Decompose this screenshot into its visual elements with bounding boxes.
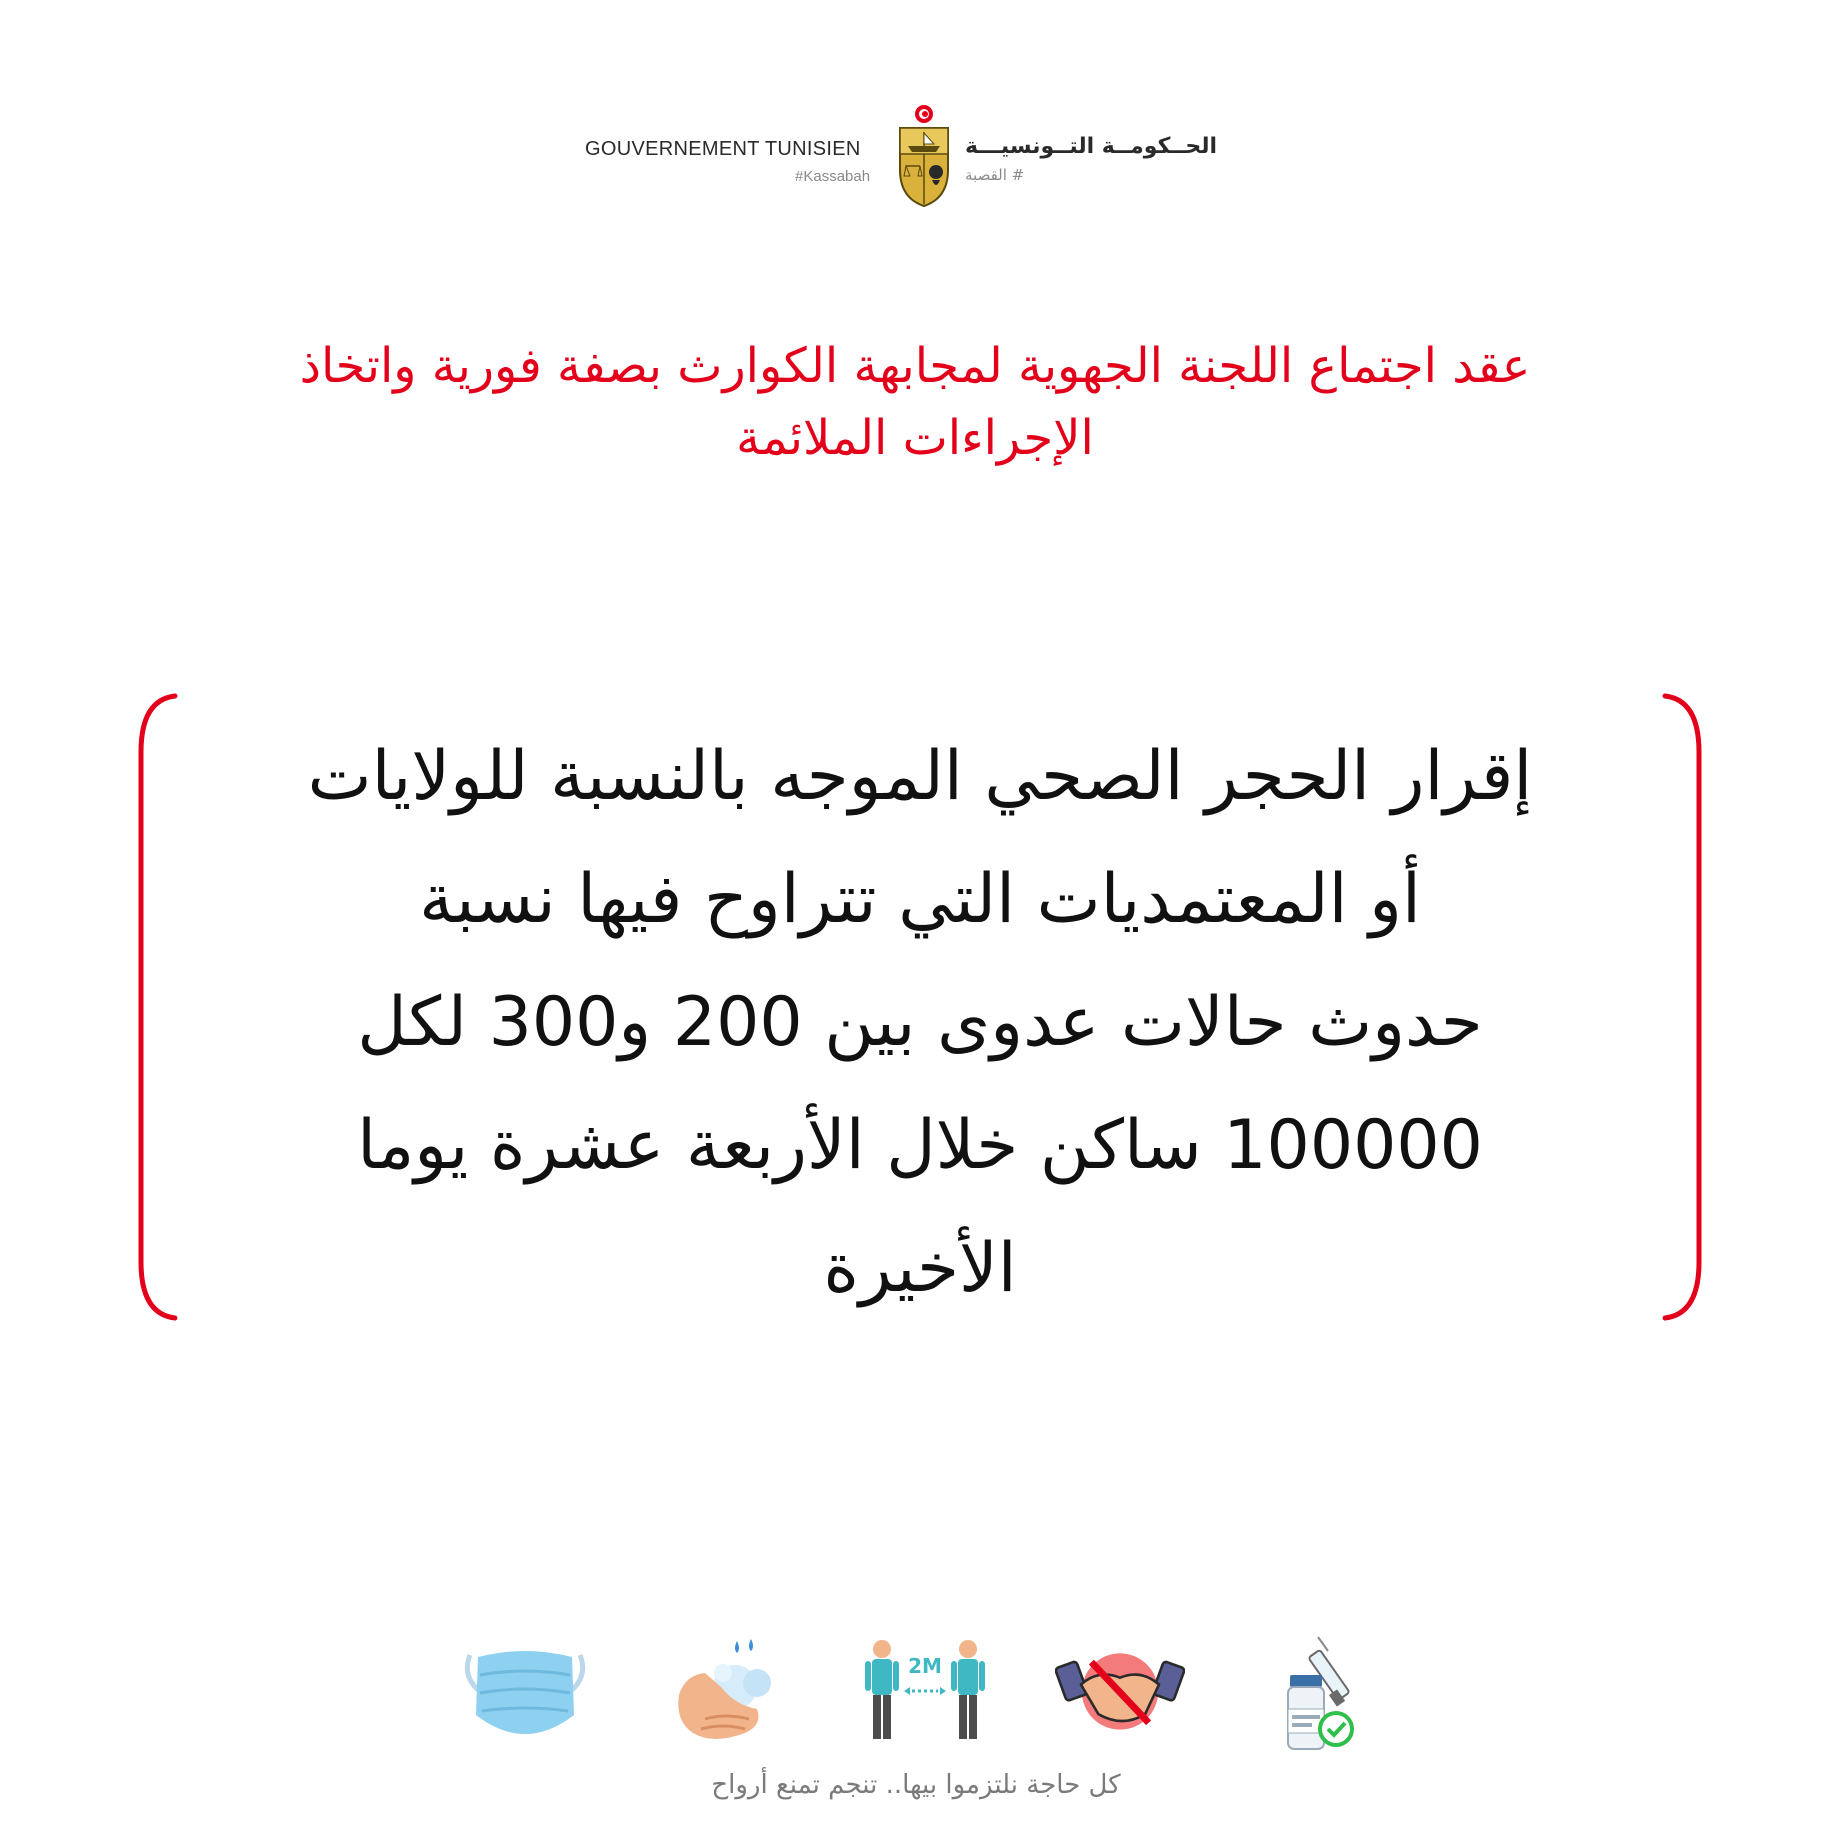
footer-slogan: كل حاجة نلتزموا بيها.. تنجم تمنع أرواح bbox=[711, 1770, 1121, 1800]
hashtag-ar: # القصبة bbox=[965, 166, 1025, 184]
prevention-icons-row bbox=[0, 1635, 1832, 1755]
vaccine-icon bbox=[1270, 1635, 1400, 1755]
distance-label: 2M bbox=[908, 1654, 942, 1678]
no-handshake-icon bbox=[1055, 1635, 1185, 1755]
tunisia-coat-of-arms-icon bbox=[892, 100, 956, 210]
face-mask-icon bbox=[460, 1635, 590, 1755]
government-header bbox=[0, 100, 1832, 210]
message-line-5: الأخيرة bbox=[823, 1229, 1017, 1308]
decision-message bbox=[190, 715, 1650, 1330]
title-line-2: الإجراءات الملائمة bbox=[736, 410, 1094, 466]
hand-washing-icon bbox=[665, 1635, 795, 1755]
government-name-ar: الحــكومــة التــونسيـــة bbox=[965, 134, 1218, 159]
message-line-4: 100000 ساكن خلال الأربعة عشرة يوما bbox=[357, 1106, 1483, 1185]
message-line-3: حدوث حالات عدوى بين 200 و300 لكل bbox=[357, 983, 1483, 1062]
title-line-1: عقد اجتماع اللجنة الجهوية لمجابهة الكوارث بصفة فورية واتخاذ bbox=[299, 338, 1531, 394]
hashtag-fr: #Kassabah bbox=[795, 168, 871, 185]
government-name-fr: GOUVERNEMENT TUNISIEN bbox=[585, 138, 861, 160]
announcement-title bbox=[150, 330, 1680, 474]
social-distance-2m-icon bbox=[860, 1635, 990, 1755]
message-line-2: أو المعتمديات التي تتراوح فيها نسبة bbox=[419, 860, 1421, 939]
message-line-1: إقرار الحجر الصحي الموجه بالنسبة للولايات bbox=[307, 737, 1533, 816]
